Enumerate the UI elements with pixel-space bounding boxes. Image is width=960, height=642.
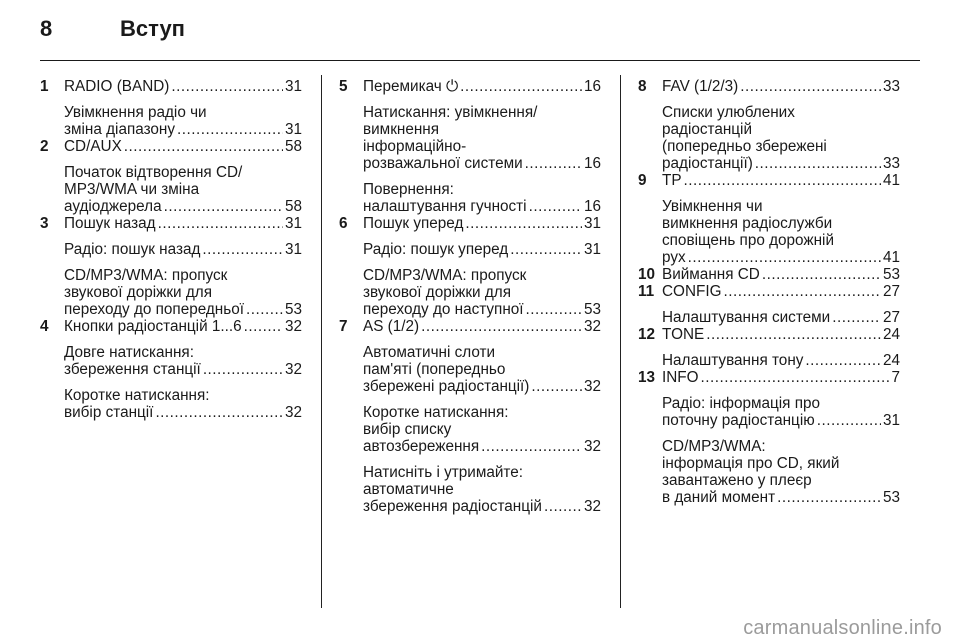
entry-heading — [64, 78, 302, 95]
entry-heading — [64, 215, 302, 232]
page-ref: 16 — [583, 198, 601, 215]
page-ref: 41 — [882, 172, 900, 189]
sub-entry — [64, 267, 302, 318]
sub-entry-line: Увімкнення чи — [662, 198, 763, 215]
sub-entry-ref — [662, 309, 900, 326]
dot-leader — [544, 498, 582, 515]
page-ref: 16 — [583, 78, 601, 95]
page-ref: 16 — [583, 155, 601, 172]
sub-entry-ref — [662, 155, 900, 172]
index-entry — [638, 369, 900, 506]
sub-entry-line: радіостанцій — [662, 121, 752, 138]
sub-entry-line: Списки улюблених — [662, 104, 795, 121]
sub-entry-line: Повернення: — [363, 181, 454, 198]
dot-leader — [740, 78, 881, 95]
entry-label: Радіо: пошук уперед — [363, 241, 509, 258]
entry-number: 5 — [339, 78, 348, 95]
sub-entry-line: пам'яті (попередньо — [363, 361, 506, 378]
entry-number: 2 — [40, 138, 49, 155]
index-entry — [638, 326, 900, 369]
header-rule — [40, 60, 920, 61]
dot-leader — [724, 283, 881, 300]
sub-entry — [662, 438, 900, 506]
index-entry — [638, 172, 900, 266]
dot-leader — [832, 309, 881, 326]
sub-entry-line: Коротке натискання: — [363, 404, 509, 421]
sub-entry — [662, 395, 900, 429]
entry-label: FAV (1/2/3) — [662, 78, 739, 95]
page-ref: 27 — [882, 309, 900, 326]
entry-number: 8 — [638, 78, 647, 95]
sub-entry-line: інформаційно- — [363, 138, 467, 155]
dot-leader — [177, 121, 283, 138]
sub-entry-line: Автоматичні слоти — [363, 344, 496, 361]
page-ref: 32 — [583, 498, 601, 515]
sub-entry-line: автоматичне — [363, 481, 454, 498]
entry-heading — [363, 78, 601, 95]
page-ref: 32 — [583, 438, 601, 455]
sub-entry — [64, 387, 302, 421]
entry-number: 10 — [638, 266, 656, 283]
sub-entry-line: звукової доріжки для — [363, 284, 511, 301]
index-entry — [638, 266, 900, 283]
entry-heading — [662, 78, 900, 95]
sub-entry-line: вибір списку — [363, 421, 452, 438]
dot-leader — [777, 489, 881, 506]
entry-label: TONE — [662, 326, 705, 343]
sub-entry-ref — [662, 489, 900, 506]
watermark: carmanualsonline.info — [743, 617, 942, 639]
page-ref: 32 — [284, 361, 302, 378]
entry-label: Налаштування тону — [662, 352, 804, 369]
sub-entry-ref — [64, 121, 302, 138]
page-ref: 32 — [284, 404, 302, 421]
entry-label: збереження станції — [64, 361, 201, 378]
sub-entry — [662, 198, 900, 266]
sub-entry — [64, 241, 302, 258]
page-ref: 31 — [284, 78, 302, 95]
entry-label: зміна діапазону — [64, 121, 176, 138]
sub-entry — [363, 344, 601, 395]
sub-entry — [662, 352, 900, 369]
dot-leader — [465, 215, 582, 232]
entry-label: CONFIG — [662, 283, 722, 300]
entry-label: TP — [662, 172, 682, 189]
dot-leader — [158, 215, 283, 232]
entry-number: 4 — [40, 318, 49, 335]
dot-leader — [531, 378, 582, 395]
index-entry — [40, 318, 302, 421]
sub-entry-line: Натисніть і утримайте: — [363, 464, 524, 481]
sub-entry-ref — [363, 378, 601, 395]
entry-label: поточну радіостанцію — [662, 412, 815, 429]
entry-label: Виймання CD — [662, 266, 760, 283]
entry-label: налаштування гучності — [363, 198, 527, 215]
dot-leader — [203, 361, 283, 378]
entry-label: Радіо: пошук назад — [64, 241, 201, 258]
sub-entry-line: CD/MP3/WMA: пропуск — [363, 267, 527, 284]
sub-entry-ref — [363, 155, 601, 172]
entry-label: переходу до попередньої — [64, 301, 244, 318]
dot-leader — [171, 78, 283, 95]
sub-entry-line: Початок відтворення CD/ — [64, 164, 243, 181]
page-ref: 58 — [284, 198, 302, 215]
sub-entry-line: інформація про CD, який — [662, 455, 840, 472]
sub-entry-line: вимкнення — [363, 121, 440, 138]
entry-label: INFO — [662, 369, 699, 386]
page-ref: 53 — [882, 489, 900, 506]
dot-leader — [164, 198, 283, 215]
dot-leader — [510, 241, 582, 258]
sub-entry-ref — [363, 438, 601, 455]
sub-entry — [64, 344, 302, 378]
column-divider — [321, 75, 322, 608]
entry-label: аудіоджерела — [64, 198, 162, 215]
entry-number: 9 — [638, 172, 647, 189]
dot-leader — [246, 301, 283, 318]
dot-leader — [755, 155, 881, 172]
sub-entry-ref — [64, 404, 302, 421]
sub-entry — [662, 309, 900, 326]
sub-entry-line: сповіщень про дорожній — [662, 232, 835, 249]
index-column-2 — [339, 78, 601, 515]
column-divider — [620, 75, 621, 608]
sub-entry — [363, 181, 601, 215]
index-entry — [339, 318, 601, 515]
entry-number: 13 — [638, 369, 656, 386]
entry-label: рух — [662, 249, 686, 266]
page-ref: 24 — [882, 352, 900, 369]
sub-entry-line: Натискання: увімкнення/ — [363, 104, 538, 121]
entry-heading — [662, 172, 900, 189]
dot-leader — [155, 404, 283, 421]
page-ref: 7 — [891, 369, 900, 386]
entry-heading — [662, 326, 900, 343]
entry-label: розважальної системи — [363, 155, 523, 172]
sub-entry — [363, 104, 601, 172]
entry-heading — [64, 318, 302, 335]
index-column-3 — [638, 78, 900, 506]
page-ref: 31 — [583, 215, 601, 232]
dot-leader — [460, 78, 582, 95]
page-ref: 32 — [583, 378, 601, 395]
sub-entry-ref — [662, 352, 900, 369]
sub-entry — [662, 104, 900, 172]
dot-leader — [762, 266, 881, 283]
entry-label: радіостанції) — [662, 155, 753, 172]
dot-leader — [244, 318, 283, 335]
index-entry — [40, 78, 302, 138]
dot-leader — [481, 438, 582, 455]
page-ref: 24 — [882, 326, 900, 343]
index-entry — [638, 283, 900, 326]
dot-leader — [688, 249, 881, 266]
sub-entry-ref — [64, 198, 302, 215]
index-entry — [339, 78, 601, 215]
entry-label: вибір станції — [64, 404, 154, 421]
entry-heading — [363, 318, 601, 335]
page-ref: 27 — [882, 283, 900, 300]
entry-number: 7 — [339, 318, 348, 335]
entry-heading — [64, 138, 302, 155]
entry-label: в даний момент — [662, 489, 776, 506]
sub-entry-line: вимкнення радіослужби — [662, 215, 833, 232]
page-ref: 31 — [882, 412, 900, 429]
entry-label: збережені радіостанції) — [363, 378, 530, 395]
sub-entry-ref — [363, 301, 601, 318]
page-ref: 53 — [583, 301, 601, 318]
sub-entry-line: (попередньо збережені — [662, 138, 827, 155]
entry-label: автозбереження — [363, 438, 480, 455]
entry-heading — [363, 215, 601, 232]
entry-label: збереження радіостанцій — [363, 498, 542, 515]
dot-leader — [684, 172, 881, 189]
dot-leader — [529, 198, 582, 215]
page-ref: 31 — [284, 241, 302, 258]
sub-entry — [363, 464, 601, 515]
sub-entry — [64, 104, 302, 138]
sub-entry-ref — [662, 249, 900, 266]
dot-leader — [817, 412, 881, 429]
sub-entry-ref — [64, 361, 302, 378]
index-entry — [40, 138, 302, 215]
page-ref: 32 — [284, 318, 302, 335]
sub-entry-line: Увімкнення радіо чи — [64, 104, 207, 121]
index-column-1 — [40, 78, 302, 421]
index-entry — [40, 215, 302, 318]
sub-entry-ref — [662, 412, 900, 429]
index-entry — [638, 78, 900, 172]
page-ref: 53 — [882, 266, 900, 283]
sub-entry-ref — [64, 301, 302, 318]
page-ref: 53 — [284, 301, 302, 318]
entry-label: переходу до наступної — [363, 301, 524, 318]
dot-leader — [202, 241, 283, 258]
dot-leader — [124, 138, 283, 155]
sub-entry-ref — [363, 498, 601, 515]
page-ref: 31 — [284, 121, 302, 138]
page-ref: 33 — [882, 155, 900, 172]
entry-label: CD/AUX — [64, 138, 122, 155]
dot-leader — [421, 318, 582, 335]
entry-label: Перемикач ⏻ — [363, 78, 459, 95]
dot-leader — [706, 326, 881, 343]
sub-entry-line: завантажено у плеєр — [662, 472, 812, 489]
page-ref: 32 — [583, 318, 601, 335]
index-entry — [339, 215, 601, 318]
sub-entry-line: MP3/WMA чи зміна — [64, 181, 200, 198]
sub-entry — [363, 404, 601, 455]
entry-number: 3 — [40, 215, 49, 232]
entry-number: 12 — [638, 326, 656, 343]
dot-leader — [701, 369, 890, 386]
sub-entry-ref — [363, 198, 601, 215]
page-ref: 58 — [284, 138, 302, 155]
entry-number: 6 — [339, 215, 348, 232]
entry-label: Налаштування системи — [662, 309, 831, 326]
entry-label: Кнопки радіостанцій 1...6 — [64, 318, 242, 335]
page-ref: 33 — [882, 78, 900, 95]
sub-entry — [64, 164, 302, 215]
entry-heading — [662, 266, 900, 283]
sub-entry — [363, 241, 601, 258]
entry-heading — [662, 369, 900, 386]
entry-heading — [662, 283, 900, 300]
entry-number: 1 — [40, 78, 49, 95]
page-number: 8 — [40, 16, 53, 41]
sub-entry — [363, 267, 601, 318]
page-ref: 31 — [583, 241, 601, 258]
dot-leader — [525, 155, 582, 172]
page-ref: 31 — [284, 215, 302, 232]
sub-entry-ref — [363, 241, 601, 258]
entry-label: RADIO (BAND) — [64, 78, 170, 95]
sub-entry-line: Коротке натискання: — [64, 387, 210, 404]
entry-label: AS (1/2) — [363, 318, 420, 335]
entry-number: 11 — [638, 283, 655, 300]
dot-leader — [526, 301, 582, 318]
sub-entry-line: CD/MP3/WMA: пропуск — [64, 267, 228, 284]
page-header — [40, 16, 185, 50]
sub-entry-line: Радіо: інформація про — [662, 395, 820, 412]
page-title: Вступ — [120, 16, 185, 41]
sub-entry-line: Довге натискання: — [64, 344, 194, 361]
sub-entry-line: CD/MP3/WMA: — [662, 438, 766, 455]
sub-entry-line: звукової доріжки для — [64, 284, 212, 301]
entry-label: Пошук уперед — [363, 215, 464, 232]
page-ref: 41 — [882, 249, 900, 266]
entry-label: Пошук назад — [64, 215, 156, 232]
dot-leader — [805, 352, 881, 369]
sub-entry-ref — [64, 241, 302, 258]
